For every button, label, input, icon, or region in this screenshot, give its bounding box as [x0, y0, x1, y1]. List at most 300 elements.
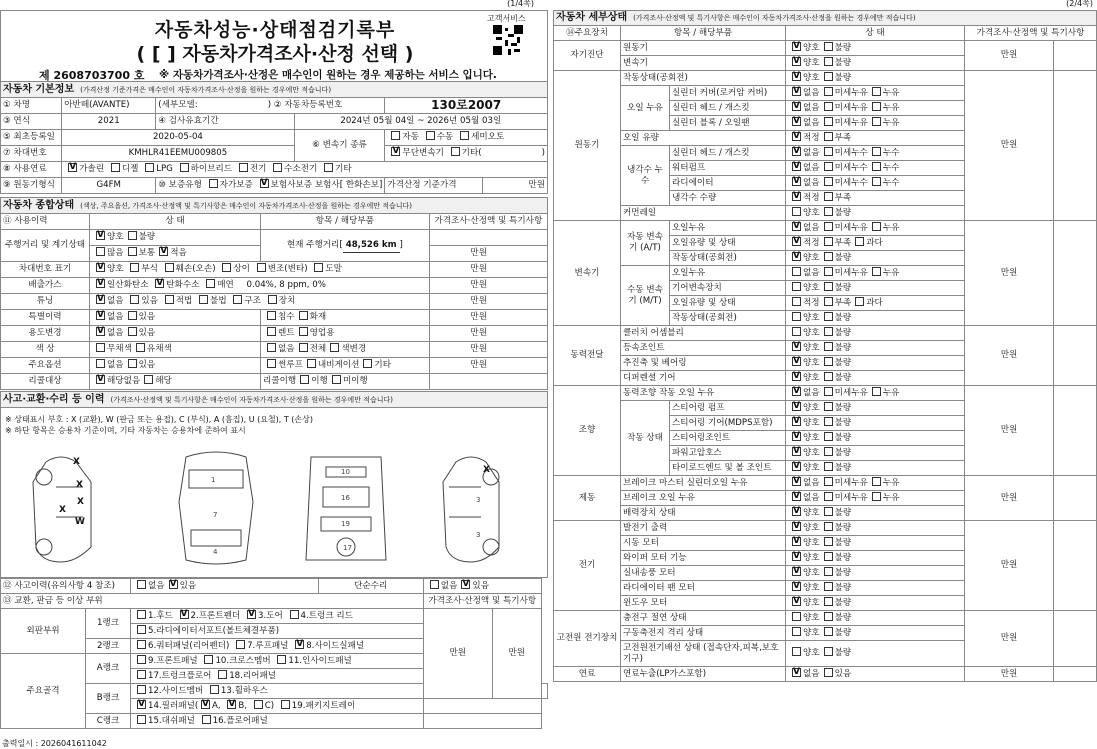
item-label: 라디에이터 팬 모터 [621, 581, 786, 596]
usage-yes-checkbox[interactable] [128, 327, 137, 336]
usage-rent-checkbox[interactable] [267, 327, 276, 336]
special-flood-checkbox[interactable] [267, 311, 276, 320]
row15-0-checkbox[interactable] [792, 267, 801, 276]
row28-0-checkbox[interactable] [792, 462, 801, 471]
row1-0-checkbox[interactable] [792, 57, 801, 66]
col-price: 가격조사·산정액 및 특기사항 [429, 214, 547, 230]
row2-1-checkbox[interactable] [824, 72, 833, 81]
row16-1-checkbox[interactable] [824, 282, 833, 291]
part-12-checkbox[interactable] [137, 685, 146, 694]
blank-cell [423, 699, 541, 714]
recall-opts-b: 리콜이행 이행 미이행 [261, 374, 430, 390]
tuning-struct-checkbox[interactable] [233, 295, 242, 304]
row0-1-checkbox[interactable] [824, 42, 833, 51]
emission-co-checkbox[interactable] [96, 279, 105, 288]
part-17-checkbox[interactable] [137, 670, 146, 679]
vin-paint-checkbox[interactable] [314, 263, 323, 272]
price-recall [429, 374, 547, 390]
mileage-high-checkbox[interactable] [96, 247, 105, 256]
row16-0-checkbox[interactable] [792, 282, 801, 291]
row6-1-checkbox[interactable] [824, 132, 833, 141]
vin-alter-checkbox[interactable] [257, 263, 266, 272]
price-emission: 만원 [429, 278, 547, 294]
tuning-label: 튜닝 [1, 294, 90, 310]
row27-1-checkbox[interactable] [824, 447, 833, 456]
vin-corrode-checkbox[interactable] [130, 263, 139, 272]
color-achromatic-checkbox[interactable] [96, 343, 105, 352]
row13-1-checkbox[interactable] [824, 237, 833, 246]
state-options: 없음 미세누유 누유 [786, 266, 965, 281]
option-label: 주요옵션 [1, 358, 90, 374]
rankA-items: 9.프론트패널 10.크로스멤버 11.인사이드패널 [131, 654, 424, 669]
overall-header: 자동차 종합상태 (색상, 주요옵션, 가격조사·산정액 및 특기사항은 매수인이 자동차가격조사·산정을 원하는 경우에만 적습니다) [1, 198, 548, 214]
part-16-checkbox[interactable] [202, 715, 211, 724]
state-options: V 양호 불량 [786, 536, 965, 551]
usage-change-opts-b: 렌트 영업용 [261, 326, 430, 342]
device-group: 자기진단 [554, 41, 621, 71]
vin-mark-label: 차대번호 표기 [1, 262, 90, 278]
state-options: V 양호 불량 [786, 401, 965, 416]
item-label: 오일누유 [670, 266, 786, 281]
row11-1-checkbox[interactable] [824, 207, 833, 216]
tuning-none-checkbox[interactable] [96, 295, 105, 304]
row25-1-checkbox[interactable] [824, 417, 833, 426]
car-diagrams [21, 442, 541, 572]
state-options: V 양호 불량 [786, 551, 965, 566]
pillar-a-checkbox[interactable] [201, 700, 210, 709]
item-label: 추진축 및 베어링 [621, 356, 786, 371]
row15-1-checkbox[interactable] [824, 267, 833, 276]
row23-1-checkbox[interactable] [824, 387, 833, 396]
price-note [1054, 41, 1097, 71]
repair-none-checkbox[interactable] [430, 580, 439, 589]
item-label: 등속조인트 [621, 341, 786, 356]
emission-smoke-checkbox[interactable] [206, 279, 215, 288]
price-cell: 만원 [965, 476, 1054, 521]
option-nav-checkbox[interactable] [307, 359, 316, 368]
row20-0-checkbox[interactable] [792, 342, 801, 351]
fuel-options: V 가솔린 디젤 LPG 하이브리드 전기 수소전기 기타 [62, 162, 548, 178]
row37-1-checkbox[interactable] [824, 597, 833, 606]
device-group: 변속기 [554, 221, 621, 326]
row19-0-checkbox[interactable] [792, 327, 801, 336]
row28-1-checkbox[interactable] [824, 462, 833, 471]
reg-number: 130로2007 [385, 98, 548, 114]
row2-0-checkbox[interactable] [792, 72, 801, 81]
fuel-electric-checkbox[interactable] [239, 163, 248, 172]
col-state2: 상 태 [786, 26, 965, 41]
basic-info-table [0, 81, 548, 194]
history-yes-checkbox[interactable] [169, 580, 178, 589]
rank1-label: 1랭크 [86, 609, 131, 639]
row40-0-checkbox[interactable] [792, 647, 801, 656]
row10-1-checkbox[interactable] [824, 192, 833, 201]
trans-semiauto-checkbox[interactable] [460, 131, 469, 140]
fuel-other-checkbox[interactable] [324, 163, 333, 172]
row29-0-checkbox[interactable] [792, 477, 801, 486]
row30-0-checkbox[interactable] [792, 492, 801, 501]
part-9-checkbox[interactable] [137, 655, 146, 664]
car-name-label: ① 차명 [1, 98, 62, 114]
row4-1-checkbox[interactable] [824, 102, 833, 111]
col-usage: ⑪ 사용이력 [1, 214, 90, 230]
row33-1-checkbox[interactable] [824, 537, 833, 546]
main-frame-label: 주요골격 [1, 654, 86, 729]
trans-opts-row1: 자동 수동 세미오토 [385, 130, 548, 146]
price-cell: 만원 [965, 386, 1054, 476]
row10-0-checkbox[interactable] [792, 192, 801, 201]
tuning-yes-checkbox[interactable] [130, 295, 139, 304]
part-13-checkbox[interactable] [210, 685, 219, 694]
row3-2-checkbox[interactable] [872, 87, 881, 96]
sub-group: 수동 변속기 (M/T) [621, 266, 670, 326]
item-label: 파워고압호스 [670, 446, 786, 461]
special-yes-checkbox[interactable] [128, 311, 137, 320]
row17-0-checkbox[interactable] [792, 297, 801, 306]
row14-1-checkbox[interactable] [824, 252, 833, 261]
row33-0-checkbox[interactable] [792, 537, 801, 546]
trans-other-checkbox[interactable] [451, 147, 460, 156]
pillar-b-checkbox[interactable] [227, 700, 236, 709]
row7-1-checkbox[interactable] [824, 147, 833, 156]
gauge-opts: V양호 불량 [90, 230, 261, 246]
state-options: V 없음 미세누유 누유 [786, 116, 965, 131]
part-7-checkbox[interactable] [236, 640, 245, 649]
row24-1-checkbox[interactable] [824, 402, 833, 411]
row24-0-checkbox[interactable] [792, 402, 801, 411]
detail-header: 자동차 세부상태 (가격조사·산정액 및 특기사항은 매수인이 자동차가격조사·산정을 원하는 경우에만 적습니다) [554, 11, 1097, 26]
vin-differ-checkbox[interactable] [222, 263, 231, 272]
row26-0-checkbox[interactable] [792, 432, 801, 441]
detail-model: (세부모델: ) ② 자동차등록번호 [156, 98, 385, 114]
tuning-legal-checkbox[interactable] [165, 295, 174, 304]
state-options: V 없음 미세누수 누수 [786, 146, 965, 161]
price-cell: 만원 [965, 521, 1054, 611]
inspect-period: 2024년 05월 04일 ~ 2026년 05월 03일 [294, 114, 547, 130]
color-change-checkbox[interactable] [330, 343, 339, 352]
row35-1-checkbox[interactable] [824, 567, 833, 576]
row40-1-checkbox[interactable] [824, 647, 833, 656]
row34-1-checkbox[interactable] [824, 552, 833, 561]
option-yes-checkbox[interactable] [128, 359, 137, 368]
option-none-checkbox[interactable] [96, 359, 105, 368]
first-reg-date: 2020-05-04 [62, 130, 294, 146]
row31-0-checkbox[interactable] [792, 507, 801, 516]
rankB-items: 12.사이드멤버 13.휠하우스 [131, 684, 424, 699]
car-right-side-icon [443, 457, 499, 562]
pillar-c-checkbox[interactable] [254, 700, 263, 709]
row5-1-checkbox[interactable] [824, 117, 833, 126]
row8-0-checkbox[interactable] [792, 162, 801, 171]
device-group: 조향 [554, 386, 621, 476]
trans-cvt-checkbox[interactable] [391, 147, 400, 156]
row18-1-checkbox[interactable] [824, 312, 833, 321]
special-fire-checkbox[interactable] [299, 311, 308, 320]
row12-0-checkbox[interactable] [792, 222, 801, 231]
state-options: 양호 불량 [786, 326, 965, 341]
col-state: 상 태 [90, 214, 261, 230]
state-options: V 양호 불량 [786, 371, 965, 386]
state-options: V 없음 미세누수 누수 [786, 161, 965, 176]
price-note [1054, 611, 1097, 667]
state-options: V 적정 부족 과다 [786, 236, 965, 251]
emission-hc-checkbox[interactable] [155, 279, 164, 288]
row23-0-checkbox[interactable] [792, 387, 801, 396]
sub-group: 자동 변속기 (A/T) [621, 221, 670, 266]
recall-yes-checkbox[interactable] [144, 375, 153, 384]
usage-business-checkbox[interactable] [299, 327, 308, 336]
usage-change-opts-a: V 없음 있음 [90, 326, 261, 342]
row8-1-checkbox[interactable] [824, 162, 833, 171]
row15-2-checkbox[interactable] [872, 267, 881, 276]
row34-0-checkbox[interactable] [792, 552, 801, 561]
repair-yes-checkbox[interactable] [461, 580, 470, 589]
notice: ※ 자동차가격조사·산정은 매수인이 원하는 경우 제공하는 서비스 입니다. [159, 69, 497, 81]
recall-done-checkbox[interactable] [300, 375, 309, 384]
vin-good-checkbox[interactable] [96, 263, 105, 272]
price-cell: 만원 [965, 326, 1054, 386]
row13-0-checkbox[interactable] [792, 237, 801, 246]
trans-auto-checkbox[interactable] [391, 131, 400, 140]
row38-0-checkbox[interactable] [792, 612, 801, 621]
mileage-value: 48,526 km [343, 239, 400, 253]
row26-1-checkbox[interactable] [824, 432, 833, 441]
row19-1-checkbox[interactable] [824, 327, 833, 336]
option-sunroof-checkbox[interactable] [267, 359, 276, 368]
part-4-checkbox[interactable] [290, 610, 299, 619]
tuning-device-checkbox[interactable] [268, 295, 277, 304]
part-5-checkbox[interactable] [137, 625, 146, 634]
document-title: 자동차성능·상태점검기록부 [154, 19, 396, 41]
row30-1-checkbox[interactable] [824, 492, 833, 501]
col-price2: 가격조사·산정액 및 특기사항 [965, 26, 1097, 41]
price-note [1054, 221, 1097, 326]
tuning-opts: V 없음 있음 적법 불법 구조 장치 [90, 294, 430, 310]
price-blank [429, 230, 547, 246]
qr-code-icon[interactable] [493, 25, 523, 55]
row36-1-checkbox[interactable] [824, 582, 833, 591]
mileage-low-checkbox[interactable] [159, 247, 168, 256]
state-options: V 양호 불량 [786, 251, 965, 266]
recall-notdone-checkbox[interactable] [332, 375, 341, 384]
row25-0-checkbox[interactable] [792, 417, 801, 426]
trans-opts-row2: V 무단변속기 기타( ) [385, 146, 548, 162]
row41-0-checkbox[interactable] [792, 668, 801, 677]
part-3-checkbox[interactable] [247, 610, 256, 619]
row4-0-checkbox[interactable] [792, 102, 801, 111]
row6-0-checkbox[interactable] [792, 132, 801, 141]
row8-2-checkbox[interactable] [872, 162, 881, 171]
color-none-checkbox[interactable] [267, 343, 276, 352]
vin-damage-checkbox[interactable] [165, 263, 174, 272]
special-none-checkbox[interactable] [96, 311, 105, 320]
svg-text:4: 4 [213, 548, 218, 556]
device-group: 전기 [554, 521, 621, 611]
row14-0-checkbox[interactable] [792, 252, 801, 261]
item-label: 실린더 헤드 / 개스킷 [670, 101, 786, 116]
row32-1-checkbox[interactable] [824, 522, 833, 531]
item-label: 타이로드엔드 및 볼 조인트 [670, 461, 786, 476]
row1-1-checkbox[interactable] [824, 57, 833, 66]
row5-2-checkbox[interactable] [872, 117, 881, 126]
price-note [1054, 667, 1097, 682]
row4-2-checkbox[interactable] [872, 102, 881, 111]
history-label: ⑫ 사고이력(유의사항 4 참조) [1, 579, 131, 594]
row17-2-checkbox[interactable] [855, 297, 864, 306]
qr-label: 고객서비스 [487, 14, 526, 23]
item-label: 오일누유 [670, 221, 786, 236]
item-label: 원동기 [621, 41, 786, 56]
fuel-gasoline-checkbox[interactable] [68, 163, 77, 172]
price-note [1054, 521, 1097, 611]
row3-0-checkbox[interactable] [792, 87, 801, 96]
state-options: V 없음 있음 [786, 667, 965, 682]
history-none-checkbox[interactable] [137, 580, 146, 589]
rankB-label: B랭크 [86, 684, 131, 714]
fuel-lpg-checkbox[interactable] [145, 163, 154, 172]
mark-x-5: X [483, 465, 490, 475]
recall-opts-a: V 해당없음 해당 [90, 374, 261, 390]
item-label: 충전구 절연 상태 [621, 611, 786, 626]
row12-1-checkbox[interactable] [824, 222, 833, 231]
state-options: V 적정 부족 [786, 131, 965, 146]
state-options: V 양호 불량 [786, 506, 965, 521]
state-options: V 양호 불량 [786, 356, 965, 371]
row36-0-checkbox[interactable] [792, 582, 801, 591]
row5-0-checkbox[interactable] [792, 117, 801, 126]
item-label: 작동상태(공회전) [670, 311, 786, 326]
option-other-checkbox[interactable] [363, 359, 372, 368]
item-label: 작동상태(공회전) [670, 251, 786, 266]
usage-none-checkbox[interactable] [96, 327, 105, 336]
part-15-checkbox[interactable] [137, 715, 146, 724]
row35-0-checkbox[interactable] [792, 567, 801, 576]
item-label: 연료누출(LP가스포함) [621, 667, 786, 682]
part-14-checkbox[interactable] [137, 700, 146, 709]
mileage-normal-checkbox[interactable] [128, 247, 137, 256]
row21-1-checkbox[interactable] [824, 357, 833, 366]
row38-1-checkbox[interactable] [824, 612, 833, 621]
part-8-checkbox[interactable] [295, 640, 304, 649]
recall-label: 리콜대상 [1, 374, 90, 390]
row13-2-checkbox[interactable] [855, 237, 864, 246]
state-options: V 양호 불량 [786, 431, 965, 446]
parts-label: ⑬ 교환, 판금 등 이상 부위 [1, 594, 424, 609]
price-basis-label: 가격산정 기준가격 [385, 178, 483, 194]
svg-text:7: 7 [213, 511, 218, 519]
row22-1-checkbox[interactable] [824, 372, 833, 381]
item-label: 브레이크 오일 누유 [621, 491, 786, 506]
state-options: 양호 불량 [786, 626, 965, 641]
part-11-checkbox[interactable] [277, 655, 286, 664]
price-basis-unit: 만원 [483, 178, 548, 194]
item-label: 스티어링 기어(MDPS포함) [670, 416, 786, 431]
price-color: 만원 [429, 342, 547, 358]
price-usage: 만원 [429, 326, 547, 342]
part-19-checkbox[interactable] [281, 700, 290, 709]
col-device: ⑭주요장치 [554, 26, 621, 41]
part-18-checkbox[interactable] [218, 670, 227, 679]
state-options: 양호 불량 [786, 281, 965, 296]
warranty: ⑩ 보증유형 자가보증 V 보험사보증 보험사[ 한화손보] [156, 178, 385, 194]
row39-0-checkbox[interactable] [792, 627, 801, 636]
row9-0-checkbox[interactable] [792, 177, 801, 186]
outer-label: 외판부위 [1, 609, 86, 654]
row41-1-checkbox[interactable] [824, 668, 833, 677]
row30-2-checkbox[interactable] [872, 492, 881, 501]
part-10-checkbox[interactable] [204, 655, 213, 664]
row39-1-checkbox[interactable] [824, 627, 833, 636]
row29-2-checkbox[interactable] [872, 477, 881, 486]
row9-2-checkbox[interactable] [872, 177, 881, 186]
fuel-hydrogen-checkbox[interactable] [273, 163, 282, 172]
row31-1-checkbox[interactable] [824, 507, 833, 516]
row27-0-checkbox[interactable] [792, 447, 801, 456]
price-cell: 만원 [965, 611, 1054, 667]
price-option: 만원 [429, 358, 547, 374]
recall-none-checkbox[interactable] [96, 375, 105, 384]
row7-0-checkbox[interactable] [792, 147, 801, 156]
item-label: 라디에이터 [670, 176, 786, 191]
part-6-checkbox[interactable] [137, 640, 146, 649]
state-options: V 양호 불량 [786, 41, 965, 56]
overall-status-table [0, 197, 548, 390]
state-options: V 양호 불량 [786, 341, 965, 356]
part-2-checkbox[interactable] [180, 610, 189, 619]
rankC-items: 15.대쉬패널 16.플로어패널 [131, 714, 424, 729]
row17-1-checkbox[interactable] [824, 297, 833, 306]
fuel-hybrid-checkbox[interactable] [180, 163, 189, 172]
row37-0-checkbox[interactable] [792, 597, 801, 606]
row29-1-checkbox[interactable] [824, 477, 833, 486]
detail-row [554, 41, 1097, 56]
row0-0-checkbox[interactable] [792, 42, 801, 51]
color-chromatic-checkbox[interactable] [136, 343, 145, 352]
row20-1-checkbox[interactable] [824, 342, 833, 351]
row3-1-checkbox[interactable] [824, 87, 833, 96]
year-label: ③ 연식 [1, 114, 62, 130]
tuning-illegal-checkbox[interactable] [199, 295, 208, 304]
detail-row [554, 326, 1097, 341]
mark-x-2: X [76, 480, 83, 490]
usage-change-label: 용도변경 [1, 326, 90, 342]
item-label: 윈도우 모터 [621, 596, 786, 611]
vin: KMHLR41EEMU009805 [62, 146, 294, 162]
row32-0-checkbox[interactable] [792, 522, 801, 531]
row18-0-checkbox[interactable] [792, 312, 801, 321]
gauge-good-checkbox[interactable] [96, 231, 105, 240]
warranty-self-checkbox[interactable] [209, 179, 218, 188]
price-note [1054, 386, 1097, 476]
row7-2-checkbox[interactable] [872, 147, 881, 156]
row21-0-checkbox[interactable] [792, 357, 801, 366]
parts-price-2: 만원 [492, 609, 541, 699]
warranty-insurer-checkbox[interactable] [260, 179, 269, 188]
color-all-checkbox[interactable] [299, 343, 308, 352]
part-1-checkbox[interactable] [137, 610, 146, 619]
blank-cell [541, 684, 547, 699]
row12-2-checkbox[interactable] [872, 222, 881, 231]
row22-0-checkbox[interactable] [792, 372, 801, 381]
row11-0-checkbox[interactable] [792, 207, 801, 216]
legend-1: ※ 상태표시 부호 : X (교환), W (판금 또는 용접), C (부식), A (흠집), U (요철), T (손상) [5, 415, 314, 424]
trans-manual-checkbox[interactable] [426, 131, 435, 140]
fuel-diesel-checkbox[interactable] [111, 163, 120, 172]
row23-2-checkbox[interactable] [872, 387, 881, 396]
sub-group: 냉각수 누수 [621, 146, 670, 206]
row9-1-checkbox[interactable] [824, 177, 833, 186]
gauge-bad-checkbox[interactable] [128, 231, 137, 240]
